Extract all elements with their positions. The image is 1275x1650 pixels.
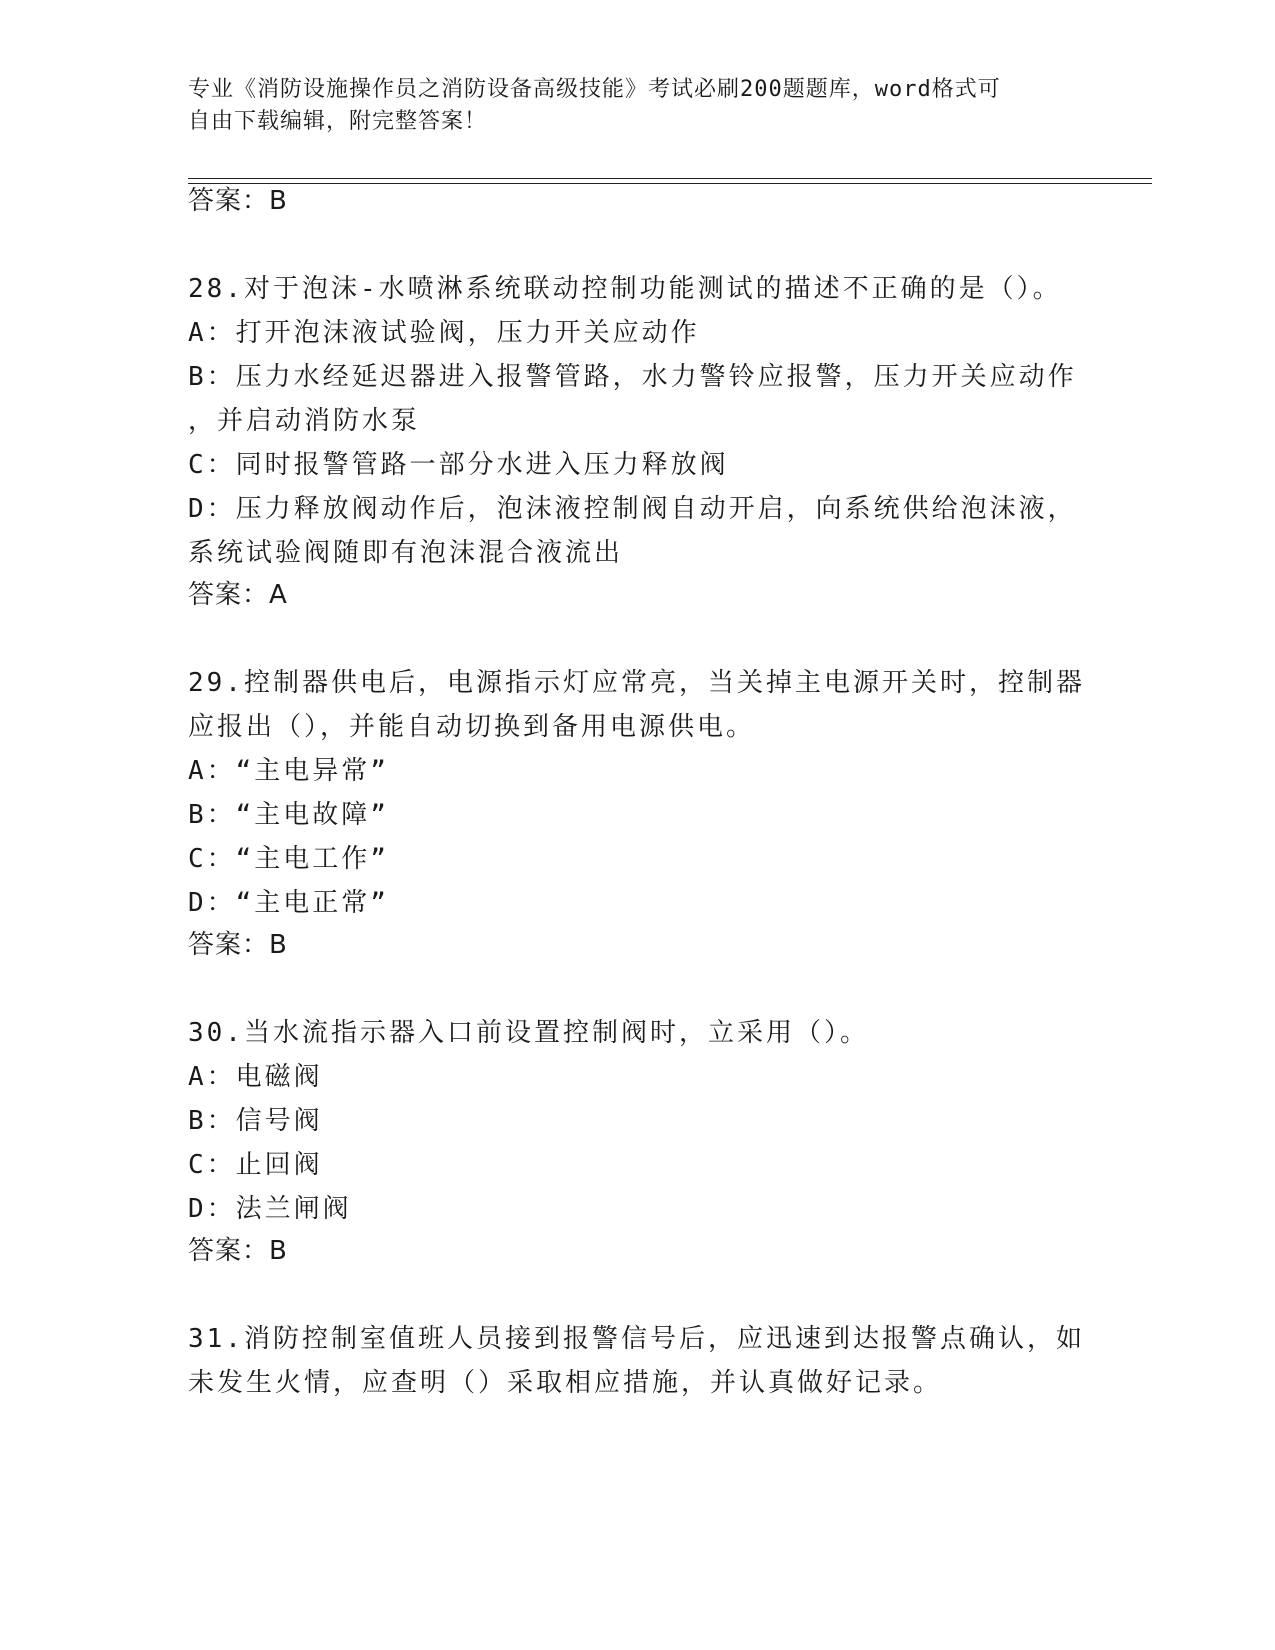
q29-option-d: D：“主电正常” [188,888,389,918]
q28-stem: 28.对于泡沫-水喷淋系统联动控制功能测试的描述不正确的是（）。 [188,274,1062,304]
q28-option-b-line2: ，并启动消防水泵 [188,406,421,436]
q29-option-b: B：“主电故障” [188,800,389,830]
q29-stem-line1: 29.控制器供电后，电源指示灯应常亮，当关掉主电源开关时，控制器 [188,668,1085,698]
q29-option-a: A：“主电异常” [188,756,389,786]
header-divider-bottom [188,183,1152,184]
header-line-2: 自由下载编辑，附完整答案！ [188,109,488,134]
q31-stem-line1: 31.消防控制室值班人员接到报警信号后，应迅速到达报警点确认，如 [188,1324,1085,1354]
header-divider-top [188,178,1152,179]
header-line-1: 专业《消防设施操作员之消防设备高级技能》考试必刷200题题库，word格式可 [188,77,1001,102]
q30-option-d: D：法兰闸阀 [188,1194,352,1224]
q30-answer: 答案：B [188,1236,288,1266]
answer-q27: 答案：B [188,186,288,216]
q28-option-a: A：打开泡沫液试验阀，压力开关应动作 [188,318,700,348]
q31-stem-line2: 未发生火情，应查明（）采取相应措施，并认真做好记录。 [188,1368,943,1398]
q30-option-a: A：电磁阀 [188,1062,323,1092]
q30-option-b: B：信号阀 [188,1106,323,1136]
q29-answer: 答案：B [188,930,288,960]
q28-option-d-line1: D：压力释放阀动作后，泡沫液控制阀自动开启，向系统供给泡沫液， [188,494,1077,524]
q28-option-b-line1: B：压力水经延迟器进入报警管路，水力警铃应报警，压力开关应动作 [188,362,1077,392]
q30-stem: 30.当水流指示器入口前设置控制阀时，立采用（）。 [188,1018,869,1048]
document-header [188,74,1088,138]
q29-stem-line2: 应报出（），并能自动切换到备用电源供电。 [188,712,756,742]
q30-option-c: C：止回阀 [188,1150,323,1180]
q28-answer: 答案：A [188,580,288,610]
q28-option-c: C：同时报警管路一部分水进入压力释放阀 [188,450,729,480]
q29-option-c: C：“主电工作” [188,844,389,874]
q28-option-d-line2: 系统试验阀随即有泡沫混合液流出 [188,538,624,568]
